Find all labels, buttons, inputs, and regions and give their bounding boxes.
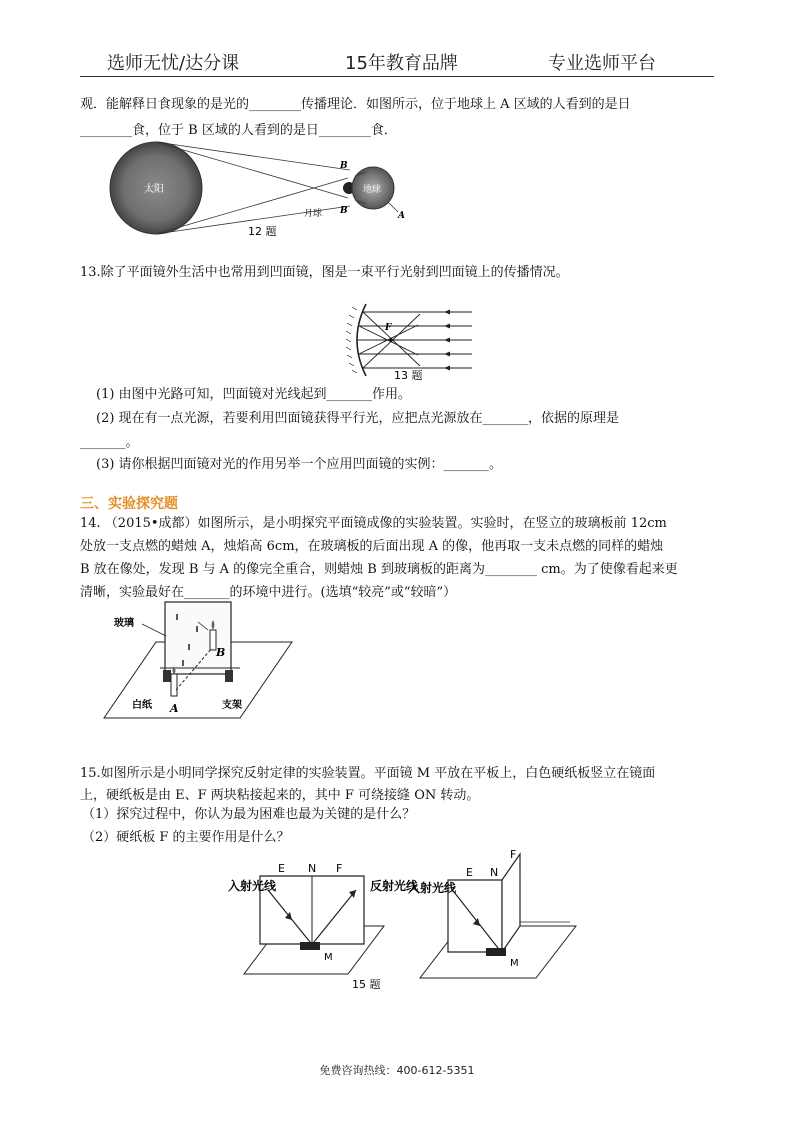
reflected-ray-label: 反射光线 xyxy=(370,879,419,893)
q13-sub-3: (3) 请你根据凹面镜对光的作用另举一个应用凹面镜的实例：_______。 xyxy=(96,457,503,472)
candle-a xyxy=(171,674,177,696)
region-b-bottom-label: B xyxy=(340,206,348,216)
incident-ray-label-left: 入射光线 xyxy=(228,879,277,893)
q14-line-2: 处放一支点燃的蜡烛 A，烛焰高 6cm，在玻璃板的后面出现 A 的像，他再取一支未点燃的同样的蜡烛 xyxy=(80,539,664,554)
stand-label: 支架 xyxy=(222,700,242,711)
header-center-slogan: 15年教育品牌 xyxy=(345,53,458,74)
q12-eclipse-figure xyxy=(108,140,420,240)
page-header xyxy=(80,38,714,77)
q15-reflection-figure xyxy=(224,848,608,996)
q12-line-1: 观．能解释日食现象的是光的________传播理论．如图所示，位于地球上 A 区域的人看到的是日 xyxy=(80,97,631,112)
q12-line-2: ________食，位于 B 区域的人看到的是日________食． xyxy=(80,123,397,138)
moon-label: 月球 xyxy=(304,209,323,219)
candle-b-label: B xyxy=(216,646,226,659)
section-title: 三、实验探究题 xyxy=(80,496,178,512)
svg-text:E: E xyxy=(278,862,285,875)
svg-text:F: F xyxy=(336,862,343,875)
q15-line-2: 上，硬纸板是由 E、F 两块粘接起来的，其中 F 可绕接缝 ON 转动。 xyxy=(80,788,480,803)
svg-text:E: E xyxy=(466,866,473,879)
setup-left xyxy=(228,862,419,974)
region-b-top-label: B xyxy=(340,161,348,171)
svg-text:M: M xyxy=(510,958,519,969)
glass-plate xyxy=(165,602,231,674)
q15-line-4: （2）硬纸板 F 的主要作用是什么？ xyxy=(82,830,290,845)
q13-sub-2b: _______。 xyxy=(80,435,139,450)
q13-intro: 13.除了平面镜外生活中也常用到凹面镜，图是一束平行光射到凹面镜上的传播情况。 xyxy=(80,265,569,280)
earth-label: 地球 xyxy=(363,185,382,195)
svg-text:M: M xyxy=(324,952,333,963)
q13-concave-mirror-figure xyxy=(344,300,476,384)
region-a-label: A xyxy=(398,211,405,221)
setup-right xyxy=(408,848,576,978)
q14-line-4: 清晰，实验最好在_______的环境中进行。(选填“较亮”或“较暗”） xyxy=(80,585,457,600)
svg-text:N: N xyxy=(308,862,317,875)
q13-caption: 13 题 xyxy=(394,369,423,382)
q14-plane-mirror-figure xyxy=(100,600,300,722)
candle-a-label: A xyxy=(170,702,179,715)
svg-text:N: N xyxy=(490,866,499,879)
incident-ray-label-right: 入射光线 xyxy=(408,881,457,895)
paper-label: 白纸 xyxy=(132,700,152,711)
sun-label: 太阳 xyxy=(144,184,164,195)
q14-line-3: B 放在像处，发现 B 与 A 的像完全重合，则蜡烛 B 到玻璃板的距离为________ cm。为了使像看起来更 xyxy=(80,562,678,577)
footer-hotline: 免费咨询热线：400-612-5351 xyxy=(319,1064,475,1077)
svg-text:F: F xyxy=(510,848,517,861)
header-left-brand: 选师无忧/达分课 xyxy=(107,53,240,74)
q15-line-1: 15.如图所示是小明同学探究反射定律的实验装置。平面镜 M 平放在平板上，白色硬纸板竖立在镜面 xyxy=(80,766,656,781)
header-right-slogan: 专业选师平台 xyxy=(548,53,656,74)
q13-sub-2a: (2) 现在有一点光源，若要利用凹面镜获得平行光，应把点光源放在_______，依据的原理是 xyxy=(96,411,620,426)
q13-sub-1: (1) 由图中光路可知，凹面镜对光线起到_______作用。 xyxy=(96,387,412,402)
q12-caption: 12 题 xyxy=(248,225,277,238)
glass-label: 玻璃 xyxy=(114,618,134,629)
q15-line-3: （1）探究过程中，你认为最为困难也最为关键的是什么？ xyxy=(82,807,416,822)
q15-caption: 15 题 xyxy=(352,978,381,991)
focus-label: F xyxy=(385,323,392,333)
q14-line-1: 14. （2015•成都）如图所示，是小明探究平面镜成像的实验装置。实验时，在竖立的玻璃板前 12cm xyxy=(80,516,667,531)
